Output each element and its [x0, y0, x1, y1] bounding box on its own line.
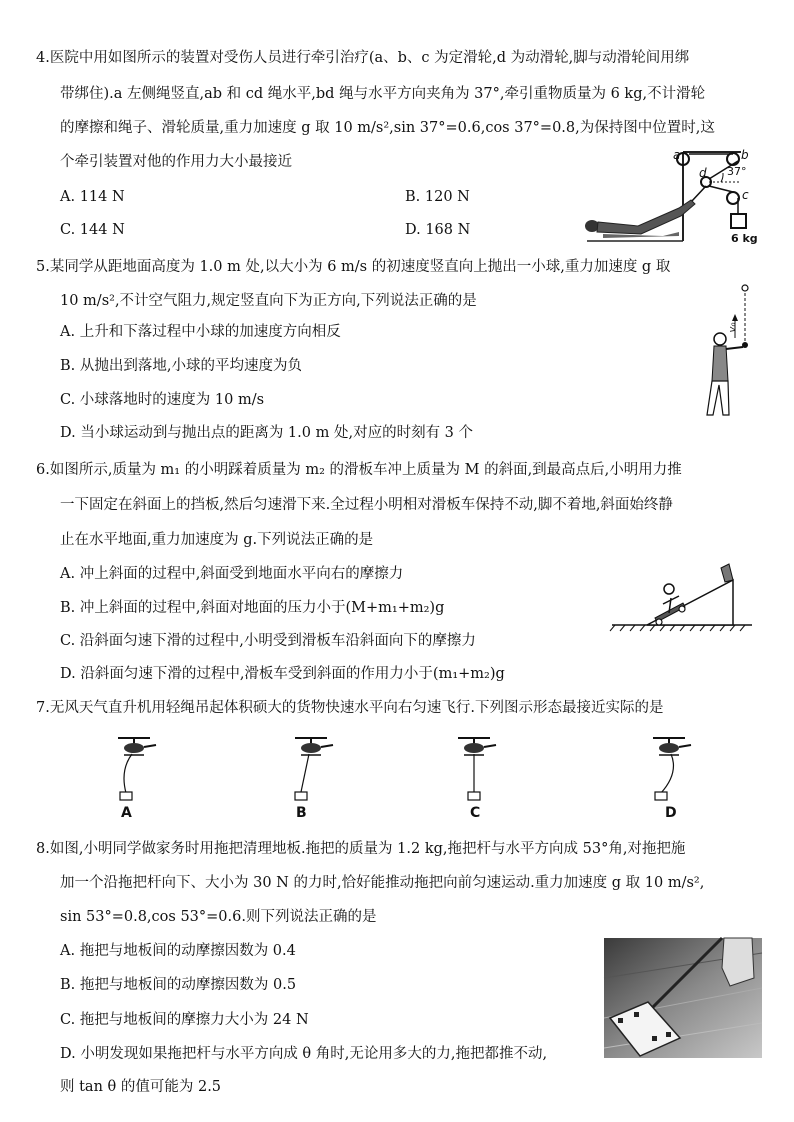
q4-option-a[interactable]: A. 114 N: [60, 189, 125, 205]
q4-label-b: b: [741, 148, 749, 162]
q5-line-1: 5.某同学从距地面高度为 1.0 m 处,以大小为 6 m/s 的初速度竖直向上抛出一小球,重力加速度 g 取: [36, 259, 671, 275]
q6-line-2: 一下固定在斜面上的挡板,然后匀速滑下来.全过程小明相对滑板车保持不动,脚不着地,斜面始终静: [60, 497, 673, 513]
q4-line-1: 4.医院中用如图所示的装置对受伤人员进行牵引治疗(a、b、c 为定滑轮,d 为动滑轮,脚与动滑轮间用绑: [36, 50, 690, 66]
q6-option-d[interactable]: D. 沿斜面匀速下滑的过程中,滑板车受到斜面的作用力小于(m₁+m₂)g: [60, 666, 505, 682]
q6-option-b[interactable]: B. 冲上斜面的过程中,斜面对地面的压力小于(M+m₁+m₂)g: [60, 600, 445, 616]
q7-choice-b[interactable]: B: [296, 805, 307, 821]
q8-option-d-continued: 则 tan θ 的值可能为 2.5: [60, 1079, 222, 1095]
q8-line-1: 8.如图,小明同学做家务时用拖把清理地板.拖把的质量为 1.2 kg,拖把杆与水平方向成 53°角,对拖把施: [36, 841, 686, 857]
q7-choice-a[interactable]: A: [121, 805, 132, 821]
q5-option-c[interactable]: C. 小球落地时的速度为 10 m/s: [60, 392, 265, 408]
q8-option-b[interactable]: B. 拖把与地板间的动摩擦因数为 0.5: [60, 977, 297, 993]
incline-scooter-figure: [607, 560, 757, 635]
ball-throw-figure: [695, 283, 765, 423]
q8-option-c[interactable]: C. 拖把与地板间的摩擦力大小为 24 N: [60, 1012, 309, 1028]
q5-line-2: 10 m/s²,不计空气阻力,规定竖直向下为正方向,下列说法正确的是: [60, 293, 477, 309]
q8-line-3: sin 53°=0.8,cos 53°=0.6.则下列说法正确的是: [60, 909, 377, 925]
q6-line-3: 止在水平地面,重力加速度为 g.下列说法正确的是: [60, 532, 374, 548]
q4-line-2: 带绑住).a 左侧绳竖直,ab 和 cd 绳水平,bd 绳与水平方向夹角为 37°,牵引重物质量为 6 kg,不计滑轮: [60, 86, 706, 102]
q4-label-d: d: [699, 166, 707, 180]
traction-device-figure: [583, 146, 758, 246]
q4-label-a: a: [673, 148, 681, 162]
q8-option-d[interactable]: D. 小明发现如果拖把杆与水平方向成 θ 角时,无论用多大的力,拖把都推不动,: [60, 1046, 548, 1062]
mop-photo: [604, 938, 762, 1058]
q5-option-a[interactable]: A. 上升和下落过程中小球的加速度方向相反: [60, 324, 341, 340]
q5-velocity-label: v₀: [727, 322, 739, 333]
q4-label-c: c: [742, 188, 749, 202]
q7-line-1: 7.无风天气直升机用轻绳吊起体积硕大的货物快速水平向右匀速飞行.下列图示形态最接近实际的是: [36, 700, 664, 716]
q4-angle-label: 37°: [727, 165, 747, 178]
q8-option-a[interactable]: A. 拖把与地板间的动摩擦因数为 0.4: [60, 943, 296, 959]
q4-option-b[interactable]: B. 120 N: [405, 189, 470, 205]
helicopter-figure-c: [450, 735, 510, 803]
q4-option-c[interactable]: C. 144 N: [60, 222, 125, 238]
q4-option-d[interactable]: D. 168 N: [405, 222, 471, 238]
q4-line-3: 的摩擦和绳子、滑轮质量,重力加速度 g 取 10 m/s²,sin 37°=0.6,cos 37°=0.8,为保持图中位置时,这: [60, 120, 715, 136]
q4-mass-label: 6 kg: [731, 232, 758, 245]
q4-line-4: 个牵引装置对他的作用力大小最接近: [60, 154, 292, 170]
q8-line-2: 加一个沿拖把杆向下、大小为 30 N 的力时,恰好能推动拖把向前匀速运动.重力加速度 g 取 10 m/s²,: [60, 875, 705, 891]
helicopter-figure-a: [110, 735, 170, 803]
q5-option-d[interactable]: D. 当小球运动到与抛出点的距离为 1.0 m 处,对应的时刻有 3 个: [60, 425, 474, 441]
q7-choice-c[interactable]: C: [470, 805, 481, 821]
q6-option-c[interactable]: C. 沿斜面匀速下滑的过程中,小明受到滑板车沿斜面向下的摩擦力: [60, 633, 476, 649]
helicopter-figure-b: [287, 735, 347, 803]
q7-choice-d[interactable]: D: [665, 805, 677, 821]
q6-line-1: 6.如图所示,质量为 m₁ 的小明踩着质量为 m₂ 的滑板车冲上质量为 M 的斜面,到最高点后,小明用力推: [36, 462, 682, 478]
helicopter-figure-d: [645, 735, 705, 803]
q6-option-a[interactable]: A. 冲上斜面的过程中,斜面受到地面水平向右的摩擦力: [60, 566, 404, 582]
q5-option-b[interactable]: B. 从抛出到落地,小球的平均速度为负: [60, 358, 302, 374]
